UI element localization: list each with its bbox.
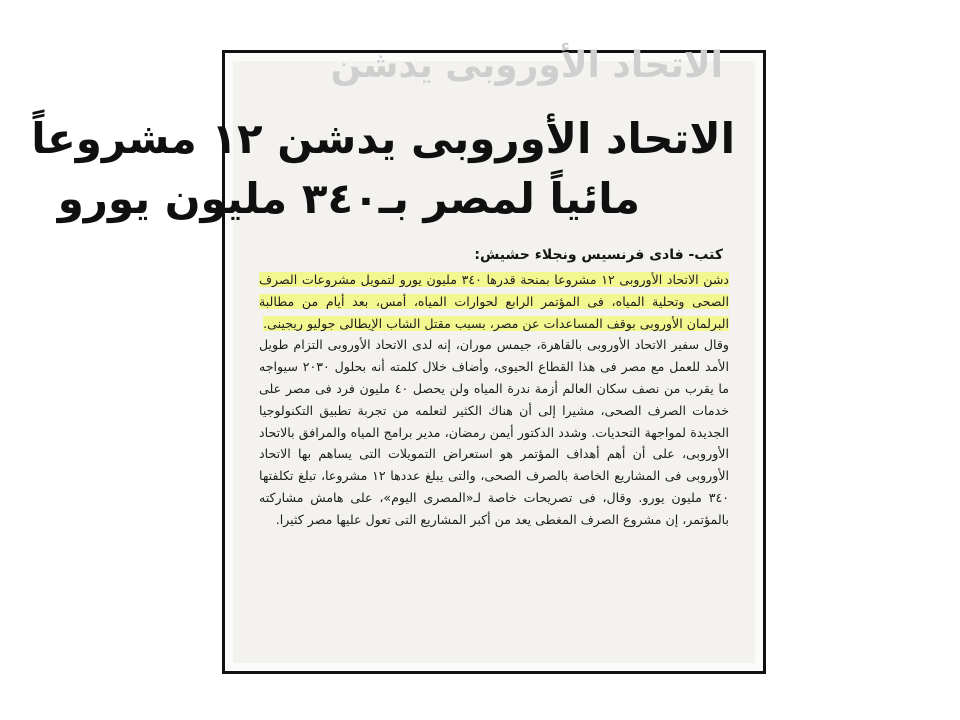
highlighted-lead-text: دشن الاتحاد الأوروبى ١٢ مشروعا بمنحة قدرها ٣٤٠ مليون يورو لتمويل مشروعات الصرف الصحى وتحلية المياه، فى المؤتمر الرابع لحوارات المياه، أمس، بعد أيام من مطالبة البرلمان الأوروبى بوقف المساعدات عن مصر، بسبب مقتل الشاب الإيطالى جوليو ريجينى. (259, 272, 729, 331)
article-byline: كتب- فادى فرنسيس ونجلاء حشيش: (474, 247, 723, 263)
article-headline (31, 109, 735, 229)
article-body (259, 269, 729, 531)
body-paragraph: وقال سفير الاتحاد الأوروبى بالقاهرة، جيمس موران، إنه لدى الاتحاد الأوروبى التزام طويل الأمد للعمل مع مصر فى هذا القطاع الحيوى، وأضاف خلال كلمته أنه بحلول ٢٠٣٠ سيواجه ما يقرب من نصف سكان العالم أزمة ندرة المياه ولن يحصل ٤٠ مليون فرد فى مصر على خدمات الصرف الصحى، مشيرا إلى أن هناك الكثير لتعلمه من تجربة تطبيق التكنولوجيا الجديدة لمواجهة التحديات. وشدد الدكتور أيمن رمضان، مدير برامج المياه والمرافق بالاتحاد الأوروبى، على أن أهم أهداف المؤتمر هو استعراض التمويلات التى يساهم بها الاتحاد الأوروبى فى المشاريع الخاصة بالصرف الصحى، والتى يبلغ عددها ١٢ مشروعا، تبلغ تكلفتها ٣٤٠ مليون يورو. وقال، فى تصريحات خاصة لـ«المصرى اليوم»، على هامش مشاركته بالمؤتمر، إن مشروع الصرف المغطى يعد من أكبر المشاريع التى تعول عليها مصر كثيرا. (259, 337, 730, 527)
faded-previous-heading: الاتحاد الأوروبى يدشن (330, 45, 723, 86)
headline-line-1: الاتحاد الأوروبى يدشن ١٢ مشروعاً (31, 114, 735, 163)
clipping-frame (31, 45, 766, 674)
newspaper-clipping (31, 45, 755, 663)
headline-line-2: مائياً لمصر بـ٣٤٠ مليون يورو (57, 174, 640, 223)
lead-paragraph (259, 269, 729, 334)
